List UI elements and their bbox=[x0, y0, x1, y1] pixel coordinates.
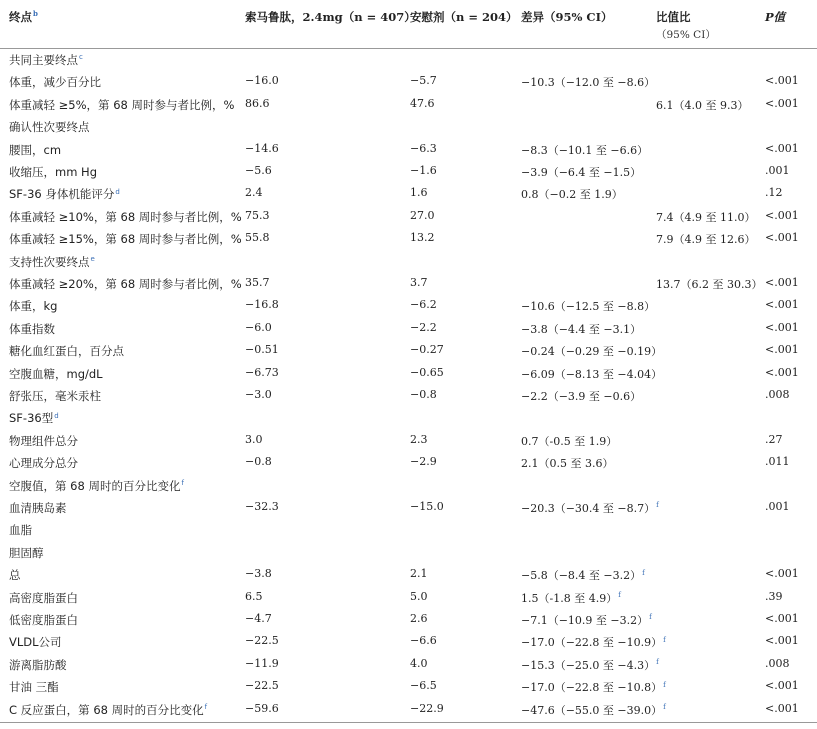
placebo-value-text: −0.8 bbox=[410, 388, 437, 401]
difference-value bbox=[521, 702, 666, 718]
p-value-text: .001 bbox=[765, 500, 790, 513]
p-value-text: <.001 bbox=[765, 365, 799, 379]
table-row bbox=[0, 339, 817, 361]
endpoint-label-text: SF-36型 bbox=[9, 411, 54, 426]
difference-value-text: −47.6（−55.0 至 −39.0） bbox=[521, 703, 663, 717]
endpoint-label bbox=[9, 52, 83, 68]
placebo-value bbox=[410, 590, 428, 603]
p-value-text: .27 bbox=[765, 432, 783, 446]
p-value-text: <.001 bbox=[765, 74, 799, 88]
endpoint-label-text: 游离脂肪酸 bbox=[9, 657, 67, 672]
p-value-text: <.001 bbox=[765, 320, 799, 334]
endpoint-label bbox=[9, 164, 97, 180]
endpoint-label bbox=[9, 410, 59, 426]
placebo-value bbox=[410, 679, 437, 692]
placebo-value bbox=[410, 97, 435, 110]
table-row bbox=[0, 227, 817, 249]
placebo-value bbox=[410, 321, 437, 334]
difference-value-text: −3.9（−6.4 至 −1.5） bbox=[521, 166, 642, 179]
endpoint-label bbox=[9, 545, 44, 561]
p-value bbox=[765, 298, 799, 311]
semaglutide-value-text: 55.8 bbox=[245, 231, 270, 245]
header-placebo: 安慰剂（n = 204） bbox=[410, 10, 518, 24]
p-value bbox=[765, 634, 799, 647]
endpoint-label-text: VLDL公司 bbox=[9, 635, 62, 650]
endpoint-label-text: 体重减轻 ≥10%，第 68 周时参与者比例，% bbox=[9, 209, 242, 224]
table-row bbox=[0, 496, 817, 518]
difference-value-text: −2.2（−3.9 至 −0.6） bbox=[521, 390, 642, 403]
difference-value bbox=[521, 433, 617, 449]
placebo-value-text: −0.27 bbox=[410, 343, 444, 357]
p-value bbox=[765, 209, 799, 222]
endpoint-label-text: 血脂 bbox=[9, 523, 32, 538]
placebo-value-text: −6.6 bbox=[410, 634, 437, 648]
difference-value bbox=[521, 657, 659, 673]
difference-value bbox=[521, 343, 662, 359]
endpoint-label bbox=[9, 612, 78, 628]
difference-value-text: −6.09（−8.13 至 −4.04） bbox=[521, 367, 663, 381]
placebo-value-text: −6.5 bbox=[410, 679, 437, 693]
difference-value-text: −3.8（−4.4 至 −3.1） bbox=[521, 322, 642, 336]
endpoint-label bbox=[9, 478, 184, 494]
table-row bbox=[0, 294, 817, 316]
p-value bbox=[765, 388, 790, 401]
table-header bbox=[0, 0, 817, 49]
difference-value bbox=[521, 164, 641, 180]
endpoint-label bbox=[9, 231, 242, 247]
header-endpoint: 终点$^b$ bbox=[9, 9, 38, 24]
placebo-value bbox=[410, 186, 428, 199]
semaglutide-value-text: −11.9 bbox=[245, 656, 279, 670]
semaglutide-value bbox=[245, 321, 272, 334]
placebo-value bbox=[410, 231, 435, 244]
p-value bbox=[765, 455, 790, 468]
placebo-value bbox=[410, 298, 437, 311]
table-row bbox=[0, 608, 817, 630]
difference-value-text: 0.7（-0.5 至 1.9） bbox=[521, 434, 618, 448]
semaglutide-value bbox=[245, 209, 270, 222]
header-odds-ratio-ci: （95% CI） bbox=[656, 29, 716, 41]
table-row bbox=[0, 384, 817, 406]
footnote-marker[interactable]: c bbox=[79, 53, 83, 62]
footnote-marker[interactable]: d bbox=[54, 411, 59, 420]
footnote-marker[interactable]: e bbox=[90, 254, 95, 263]
table-row bbox=[0, 250, 817, 272]
semaglutide-value bbox=[245, 142, 279, 155]
table-row bbox=[0, 160, 817, 182]
endpoint-label-text: 支持性次要终点 bbox=[9, 254, 90, 269]
odds-ratio-value bbox=[656, 276, 762, 292]
semaglutide-value-text: 86.6 bbox=[245, 96, 270, 110]
p-value bbox=[765, 433, 783, 446]
placebo-value bbox=[410, 433, 428, 446]
endpoint-label-text: C 反应蛋白，第 68 周时的百分比变化 bbox=[9, 702, 204, 717]
semaglutide-value bbox=[245, 679, 279, 692]
placebo-value bbox=[410, 164, 437, 177]
table-row bbox=[0, 653, 817, 675]
table-row bbox=[0, 698, 817, 720]
semaglutide-value bbox=[245, 298, 279, 311]
endpoint-label-text: 心理成分总分 bbox=[9, 456, 78, 471]
semaglutide-value-text: −59.6 bbox=[245, 701, 279, 715]
placebo-value-text: −6.2 bbox=[410, 298, 437, 312]
table-row bbox=[0, 205, 817, 227]
placebo-value bbox=[410, 74, 437, 87]
p-value bbox=[765, 500, 790, 513]
table-row bbox=[0, 429, 817, 451]
semaglutide-value-text: −22.5 bbox=[245, 634, 279, 648]
endpoint-label-text: 体重减轻 ≥20%，第 68 周时参与者比例，% bbox=[9, 277, 242, 291]
semaglutide-value bbox=[245, 500, 279, 513]
placebo-value bbox=[410, 634, 437, 647]
semaglutide-value-text: 75.3 bbox=[245, 208, 270, 222]
endpoint-label bbox=[9, 74, 101, 90]
p-value bbox=[765, 679, 799, 692]
difference-value-text: 0.8（−0.2 至 1.9） bbox=[521, 188, 623, 202]
placebo-value bbox=[410, 455, 437, 468]
endpoint-label bbox=[9, 97, 234, 113]
semaglutide-value bbox=[245, 455, 272, 468]
difference-value bbox=[521, 590, 621, 606]
placebo-value bbox=[410, 343, 444, 356]
placebo-value bbox=[410, 366, 444, 379]
semaglutide-value-text: −3.8 bbox=[245, 567, 272, 581]
placebo-value-text: 27.0 bbox=[410, 208, 435, 222]
p-value-text: <.001 bbox=[765, 612, 799, 625]
table-row bbox=[0, 182, 817, 204]
difference-value bbox=[521, 388, 641, 404]
endpoint-label bbox=[9, 657, 67, 673]
p-value bbox=[765, 343, 799, 356]
endpoint-label-text: 血清胰岛素 bbox=[9, 501, 67, 515]
endpoint-label-text: 糖化血红蛋白，百分点 bbox=[9, 344, 124, 359]
placebo-value bbox=[410, 142, 437, 155]
table-row bbox=[0, 541, 817, 563]
difference-value bbox=[521, 366, 662, 382]
footnote-marker[interactable]: f bbox=[663, 702, 666, 711]
p-value-text: .008 bbox=[765, 388, 790, 401]
difference-value bbox=[521, 455, 613, 471]
semaglutide-value-text: 2.4 bbox=[245, 186, 263, 200]
footnote-marker[interactable]: f bbox=[618, 590, 621, 599]
semaglutide-value-text: 3.0 bbox=[245, 432, 263, 446]
endpoint-label bbox=[9, 522, 32, 538]
difference-value-text: −8.3（−10.1 至 −6.6） bbox=[521, 143, 649, 157]
placebo-value-text: 2.1 bbox=[410, 567, 428, 581]
table-row bbox=[0, 138, 817, 160]
semaglutide-value bbox=[245, 186, 263, 199]
difference-value-text: −20.3（−30.4 至 −8.7） bbox=[521, 502, 656, 515]
semaglutide-value-text: −0.8 bbox=[245, 455, 272, 469]
p-value-text: .39 bbox=[765, 589, 783, 603]
placebo-value-text: −2.9 bbox=[410, 455, 437, 469]
endpoint-label-text: 体重减轻 ≥5%，第 68 周时参与者比例，% bbox=[9, 97, 235, 112]
difference-value bbox=[521, 634, 666, 650]
semaglutide-value bbox=[245, 276, 270, 289]
footnote-marker[interactable]: f bbox=[663, 680, 666, 689]
endpoint-label bbox=[9, 590, 78, 606]
p-value-text: <.001 bbox=[765, 634, 799, 648]
endpoint-label bbox=[9, 455, 78, 471]
placebo-value-text: −15.0 bbox=[410, 500, 444, 513]
semaglutide-value bbox=[245, 657, 279, 670]
difference-value bbox=[521, 142, 648, 158]
difference-value-text: −10.6（−12.5 至 −8.8） bbox=[521, 300, 656, 314]
p-value-text: <.001 bbox=[765, 141, 799, 155]
endpoint-label-text: 体重指数 bbox=[9, 321, 55, 336]
endpoint-label bbox=[9, 343, 124, 359]
p-value bbox=[765, 74, 799, 87]
difference-value bbox=[521, 612, 652, 628]
semaglutide-value-text: −16.8 bbox=[245, 298, 279, 312]
endpoint-label bbox=[9, 254, 95, 270]
difference-value bbox=[521, 321, 641, 337]
semaglutide-value-text: −22.5 bbox=[245, 679, 279, 693]
difference-value bbox=[521, 679, 666, 695]
difference-value-text: −5.8（−8.4 至 −3.2） bbox=[521, 569, 642, 583]
endpoint-label-text: 空腹血糖，mg/dL bbox=[9, 366, 103, 381]
endpoint-label-text: 体重，kg bbox=[9, 299, 58, 314]
placebo-value bbox=[410, 567, 428, 580]
semaglutide-value bbox=[245, 343, 279, 356]
semaglutide-value-text: −4.7 bbox=[245, 612, 272, 625]
odds-ratio-value-text: 7.4（4.9 至 11.0） bbox=[656, 210, 756, 224]
endpoint-label bbox=[9, 119, 90, 135]
semaglutide-value-text: 6.5 bbox=[245, 589, 263, 603]
placebo-value-text: 3.7 bbox=[410, 276, 428, 289]
placebo-value-text: −6.3 bbox=[410, 141, 437, 155]
difference-value-text: −10.3（−12.0 至 −8.6） bbox=[521, 76, 656, 90]
semaglutide-value bbox=[245, 590, 263, 603]
endpoint-label-text: 收缩压，mm Hg bbox=[9, 165, 98, 179]
footnote-marker[interactable]: d bbox=[115, 187, 120, 196]
semaglutide-value-text: −6.73 bbox=[245, 365, 279, 379]
table-row bbox=[0, 406, 817, 428]
semaglutide-value bbox=[245, 567, 272, 580]
endpoint-label bbox=[9, 388, 101, 404]
semaglutide-value bbox=[245, 231, 270, 244]
placebo-value bbox=[410, 702, 444, 715]
endpoint-label-text: 甘油 三酯 bbox=[9, 680, 59, 695]
placebo-value-text: 2.6 bbox=[410, 612, 428, 625]
table-row bbox=[0, 474, 817, 496]
p-value bbox=[765, 231, 799, 244]
semaglutide-value-text: −0.51 bbox=[245, 343, 279, 357]
placebo-value-text: 2.3 bbox=[410, 432, 428, 446]
p-value-text: <.001 bbox=[765, 208, 799, 222]
difference-value bbox=[521, 567, 645, 583]
difference-value-text: −17.0（−22.8 至 −10.8） bbox=[521, 681, 663, 695]
endpoint-label bbox=[9, 634, 62, 650]
p-value-text: <.001 bbox=[765, 567, 799, 581]
placebo-value bbox=[410, 500, 444, 513]
difference-value bbox=[521, 186, 623, 202]
footnote-marker[interactable]: f bbox=[204, 702, 208, 711]
table-row bbox=[0, 115, 817, 137]
semaglutide-value bbox=[245, 702, 279, 715]
table-row bbox=[0, 630, 817, 652]
semaglutide-value-text: −32.3 bbox=[245, 500, 279, 513]
placebo-value bbox=[410, 657, 428, 670]
placebo-value-text: 5.0 bbox=[410, 589, 428, 603]
p-value bbox=[765, 321, 799, 334]
odds-ratio-value-text: 7.9（4.9 至 12.6） bbox=[656, 233, 756, 247]
odds-ratio-value-text: 6.1（4.0 至 9.3） bbox=[656, 98, 749, 112]
placebo-value-text: −0.65 bbox=[410, 365, 444, 379]
footnote-marker[interactable]: f bbox=[663, 635, 666, 644]
placebo-value-text: 13.2 bbox=[410, 231, 435, 245]
table-row bbox=[0, 48, 817, 70]
footnote-marker[interactable]: b bbox=[33, 9, 38, 19]
semaglutide-value-text: −14.6 bbox=[245, 141, 279, 155]
semaglutide-value-text: −16.0 bbox=[245, 74, 279, 88]
odds-ratio-value bbox=[656, 209, 755, 225]
endpoint-label-text: 胆固醇 bbox=[9, 545, 44, 560]
p-value bbox=[765, 186, 783, 199]
endpoint-label-text: 空腹值，第 68 周时的百分比变化 bbox=[9, 478, 181, 493]
endpoint-label-text: 高密度脂蛋白 bbox=[9, 590, 78, 605]
table-row bbox=[0, 317, 817, 339]
endpoint-label-text: 体重，减少百分比 bbox=[9, 75, 101, 90]
p-value-text: .011 bbox=[765, 455, 790, 469]
difference-value-text: −7.1（−10.9 至 −3.2） bbox=[521, 614, 649, 627]
p-value bbox=[765, 142, 799, 155]
semaglutide-value-text: −6.0 bbox=[245, 320, 272, 334]
placebo-value bbox=[410, 209, 435, 222]
endpoint-label-text: 体重减轻 ≥15%，第 68 周时参与者比例，% bbox=[9, 232, 242, 247]
semaglutide-value-text: −3.0 bbox=[245, 388, 272, 401]
table-row bbox=[0, 362, 817, 384]
endpoint-label bbox=[9, 366, 103, 382]
difference-value-text: 2.1（0.5 至 3.6） bbox=[521, 457, 614, 471]
table-row bbox=[0, 563, 817, 585]
semaglutide-value bbox=[245, 612, 272, 625]
endpoint-label bbox=[9, 679, 59, 695]
p-value bbox=[765, 657, 790, 670]
placebo-value-text: −1.6 bbox=[410, 164, 437, 177]
endpoint-label-text: 低密度脂蛋白 bbox=[9, 613, 78, 627]
difference-value-text: −17.0（−22.8 至 −10.9） bbox=[521, 636, 663, 650]
placebo-value-text: −5.7 bbox=[410, 74, 437, 88]
endpoint-label bbox=[9, 186, 120, 202]
endpoint-label-text: 总 bbox=[9, 568, 21, 583]
p-value bbox=[765, 276, 799, 289]
semaglutide-value bbox=[245, 74, 279, 87]
p-value bbox=[765, 567, 799, 580]
footnote-marker[interactable]: f bbox=[642, 568, 645, 577]
p-value-text: <.001 bbox=[765, 701, 799, 715]
endpoint-label bbox=[9, 702, 207, 718]
endpoint-label bbox=[9, 142, 61, 158]
table-row bbox=[0, 586, 817, 608]
footnote-marker[interactable]: f bbox=[656, 501, 659, 510]
endpoint-label-text: 舒张压，毫米汞柱 bbox=[9, 389, 101, 403]
endpoint-label-text: 共同主要终点 bbox=[9, 53, 78, 67]
p-value bbox=[765, 366, 799, 379]
placebo-value-text: −2.2 bbox=[410, 320, 437, 334]
table-bottom-rule bbox=[0, 722, 817, 723]
placebo-value bbox=[410, 276, 428, 289]
difference-value-text: −0.24（−0.29 至 −0.19） bbox=[521, 345, 663, 359]
semaglutide-value bbox=[245, 388, 272, 401]
endpoint-label bbox=[9, 321, 55, 337]
endpoint-label-text: SF-36 身体机能评分 bbox=[9, 187, 115, 202]
p-value-text: <.001 bbox=[765, 679, 799, 693]
difference-value-text: −15.3（−25.0 至 −4.3） bbox=[521, 658, 656, 672]
semaglutide-value bbox=[245, 164, 272, 177]
table-row bbox=[0, 451, 817, 473]
endpoint-label-text: 确认性次要终点 bbox=[9, 120, 90, 135]
footnote-marker[interactable]: f bbox=[656, 658, 659, 667]
semaglutide-value-text: 35.7 bbox=[245, 276, 270, 289]
table-row bbox=[0, 675, 817, 697]
endpoint-label bbox=[9, 567, 21, 583]
semaglutide-value bbox=[245, 366, 279, 379]
endpoint-label-text: 物理组件总分 bbox=[9, 433, 78, 448]
p-value-text: .001 bbox=[765, 164, 790, 177]
semaglutide-value-text: −5.6 bbox=[245, 164, 272, 177]
p-value bbox=[765, 97, 799, 110]
header-semaglutide: 索马鲁肽，2.4mg（n = 407） bbox=[245, 10, 416, 24]
p-value bbox=[765, 590, 783, 603]
p-value-text: .008 bbox=[765, 656, 790, 670]
semaglutide-value bbox=[245, 634, 279, 647]
header-p-value: P值 bbox=[765, 10, 786, 24]
p-value bbox=[765, 612, 799, 625]
table-row bbox=[0, 70, 817, 92]
difference-value bbox=[521, 298, 655, 314]
endpoint-label bbox=[9, 209, 242, 225]
table-row bbox=[0, 93, 817, 115]
placebo-value-text: 1.6 bbox=[410, 186, 428, 200]
odds-ratio-value bbox=[656, 231, 755, 247]
placebo-value bbox=[410, 388, 437, 401]
p-value-text: .12 bbox=[765, 186, 783, 200]
header-difference: 差异（95% CI） bbox=[521, 10, 613, 24]
endpoint-label bbox=[9, 433, 78, 449]
difference-value bbox=[521, 500, 659, 516]
difference-value-text: 1.5（-1.8 至 4.9） bbox=[521, 591, 618, 605]
table-row bbox=[0, 518, 817, 540]
semaglutide-value bbox=[245, 433, 263, 446]
placebo-value-text: 47.6 bbox=[410, 96, 435, 110]
p-value-text: <.001 bbox=[765, 298, 799, 312]
header-odds-ratio: 比值比 （95% CI） bbox=[656, 10, 716, 41]
endpoint-label bbox=[9, 500, 67, 516]
p-value bbox=[765, 164, 790, 177]
placebo-value-text: −22.9 bbox=[410, 701, 444, 715]
semaglutide-value bbox=[245, 97, 270, 110]
difference-value bbox=[521, 74, 655, 90]
endpoint-label bbox=[9, 298, 57, 314]
odds-ratio-value bbox=[656, 97, 748, 113]
placebo-value bbox=[410, 612, 428, 625]
p-value-text: <.001 bbox=[765, 231, 799, 245]
placebo-value-text: 4.0 bbox=[410, 656, 428, 670]
endpoint-label-text: 腰围，cm bbox=[9, 142, 62, 157]
p-value bbox=[765, 702, 799, 715]
odds-ratio-value-text: 13.7（6.2 至 30.3） bbox=[656, 278, 763, 291]
endpoint-label bbox=[9, 276, 242, 292]
footnote-marker[interactable]: f bbox=[181, 478, 184, 487]
footnote-marker[interactable]: f bbox=[649, 613, 652, 622]
p-value-text: <.001 bbox=[765, 276, 799, 289]
p-value-text: <.001 bbox=[765, 343, 799, 357]
table-row bbox=[0, 272, 817, 294]
p-value-text: <.001 bbox=[765, 96, 799, 110]
